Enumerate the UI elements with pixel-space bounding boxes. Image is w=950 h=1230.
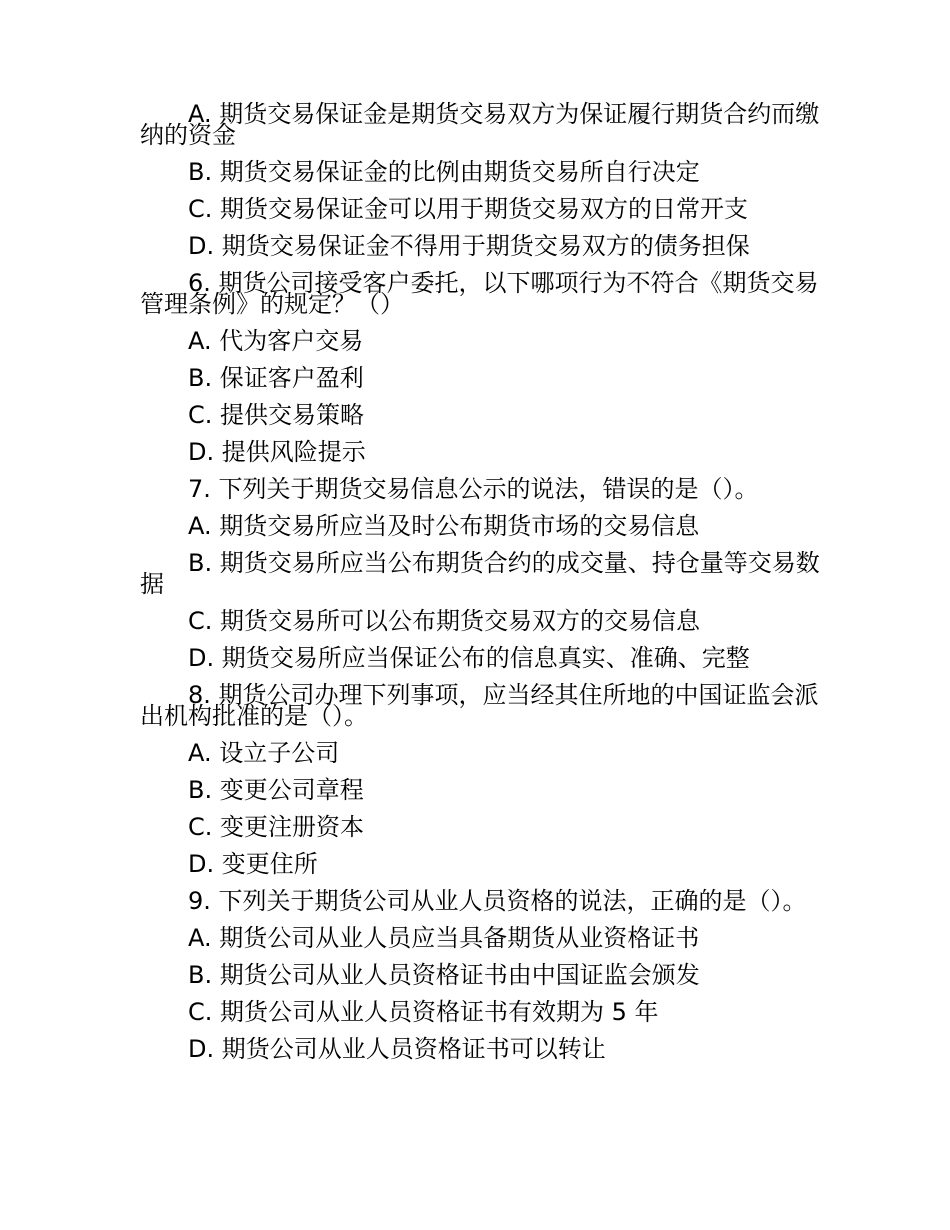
option-9c: C. 期货公司从业人员资格证书有效期为 5 年 [188,998,659,1026]
option-7b: B. 期货交易所应当公布期货合约的成交量、持仓量等交易数据 [140,549,820,598]
option-5c: C. 期货交易保证金可以用于期货交易双方的日常开支 [188,195,749,223]
option-8d: D. 变更住所 [188,850,318,878]
option-6b: B. 保证客户盈利 [188,364,364,392]
option-9b: B. 期货公司从业人员资格证书由中国证监会颁发 [188,961,700,989]
option-5a: A. 期货交易保证金是期货交易双方为保证履行期货合约而缴纳的资金 [140,100,820,149]
option-5d: D. 期货交易保证金不得用于期货交易双方的债务担保 [188,232,750,260]
question-7: 7. 下列关于期货交易信息公示的说法，错误的是（）。 [188,475,759,503]
option-6d: D. 提供风险提示 [188,438,366,466]
question-9: 9. 下列关于期货公司从业人员资格的说法，正确的是（）。 [188,887,807,915]
option-9d: D. 期货公司从业人员资格证书可以转让 [188,1035,606,1063]
question-6: 6. 期货公司接受客户委托，以下哪项行为不符合《期货交易管理条例》的规定？（） [140,269,819,318]
option-5b: B. 期货交易保证金的比例由期货交易所自行决定 [188,158,700,186]
option-7a: A. 期货交易所应当及时公布期货市场的交易信息 [188,512,700,540]
document-body [140,100,830,1076]
option-8c: C. 变更注册资本 [188,813,365,841]
option-7d: D. 期货交易所应当保证公布的信息真实、准确、完整 [188,644,750,672]
question-8: 8. 期货公司办理下列事项，应当经其住所地的中国证监会派出机构批准的是（）。 [140,681,819,730]
option-8b: B. 变更公司章程 [188,776,364,804]
option-8a: A. 设立子公司 [188,739,340,767]
option-6c: C. 提供交易策略 [188,401,365,429]
option-9a: A. 期货公司从业人员应当具备期货从业资格证书 [188,924,700,952]
option-6a: A. 代为客户交易 [188,327,364,355]
option-7c: C. 期货交易所可以公布期货交易双方的交易信息 [188,607,701,635]
